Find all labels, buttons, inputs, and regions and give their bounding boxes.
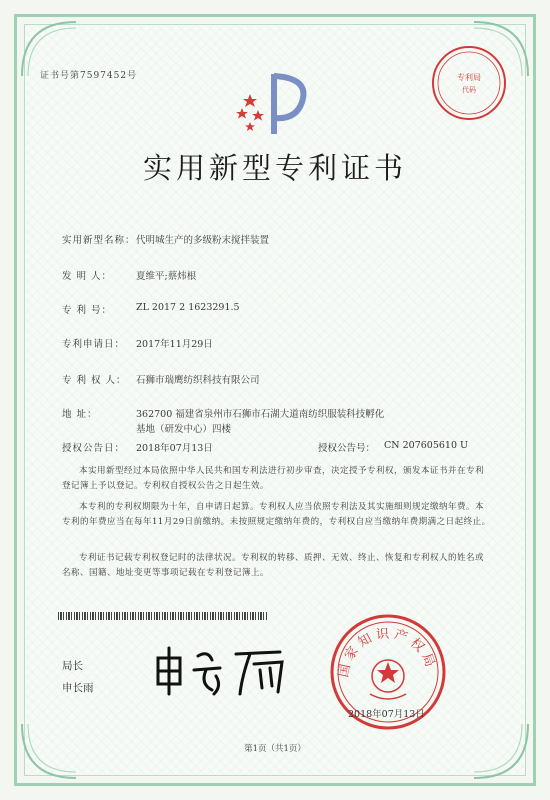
- field-value-address-line2: 基地（研发中心）四楼: [136, 424, 232, 435]
- paragraph-legal-status: 专利证书记载专利权登记时的法律状况。专利权的转移、质押、无效、终止、恢复和专利权人的姓名或名称、国籍、地址变更等事项记载在专利登记簿上。: [62, 553, 485, 578]
- certificate-number: 证书号第7597452号: [40, 71, 138, 81]
- field-value-name: 代明城生产的多级粉末搅拌装置: [136, 235, 270, 246]
- svg-text:代码: 代码: [462, 86, 476, 94]
- small-seal-stamp: [430, 44, 508, 122]
- patent-office-logo: [228, 68, 322, 140]
- field-value-inventor: 夏维平;蔡炜根: [136, 271, 197, 282]
- paragraph-grant: 本实用新型经过本局依照中华人民共和国专利法进行初步审查，决定授予专利权，颁发本证书并在专利登记簿上予以登记。专利权自授权公告之日起生效。: [62, 466, 485, 491]
- svg-text:专利局: 专利局: [457, 73, 481, 82]
- field-value-announce-date: 2018年07月13日: [136, 443, 213, 454]
- director-signature: [150, 640, 300, 700]
- seal-text: 国家知识产权局: [336, 626, 439, 679]
- page-number: 第1页（共1页）: [244, 744, 306, 754]
- field-value-patentee: 石狮市瑞鹰纺织科技有限公司: [136, 375, 260, 386]
- field-label-announce-no: 授权公告号：: [318, 443, 376, 454]
- director-name: 申长雨: [62, 682, 94, 694]
- field-label-announce-date: 授权公告日：: [62, 443, 126, 454]
- field-label-filing-date: 专利申请日：: [62, 339, 126, 350]
- field-label-name: 实用新型名称：: [62, 235, 136, 246]
- field-label-address: 地 址：: [62, 409, 98, 420]
- certificate-title: 实用新型专利证书: [142, 151, 407, 185]
- field-label-inventor: 发 明 人：: [62, 271, 113, 282]
- paragraph-term: 本专利的专利权期限为十年，自申请日起算。专利权人应当依照专利法及其实施细则规定缴纳年费。本专利的年费应当在每年11月29日前缴纳。未按照规定缴纳年费的，专利权自应当缴纳年费期满之日起终止。: [62, 502, 491, 527]
- field-label-patent-number: 专 利 号：: [62, 305, 113, 316]
- director-label: 局长: [62, 660, 83, 672]
- field-label-patentee: 专 利 权 人：: [62, 375, 127, 386]
- field-value-address-line1: 362700 福建省泉州市石狮市石湖大道南纺织服装科技孵化: [136, 409, 385, 420]
- barcode: [58, 612, 268, 620]
- field-value-announce-no: CN 207605610 U: [384, 440, 469, 451]
- field-value-patent-number: ZL 2017 2 1623291.5: [136, 302, 240, 313]
- field-value-filing-date: 2017年11月29日: [136, 339, 213, 350]
- seal-date: 2018年07月13日: [348, 709, 425, 720]
